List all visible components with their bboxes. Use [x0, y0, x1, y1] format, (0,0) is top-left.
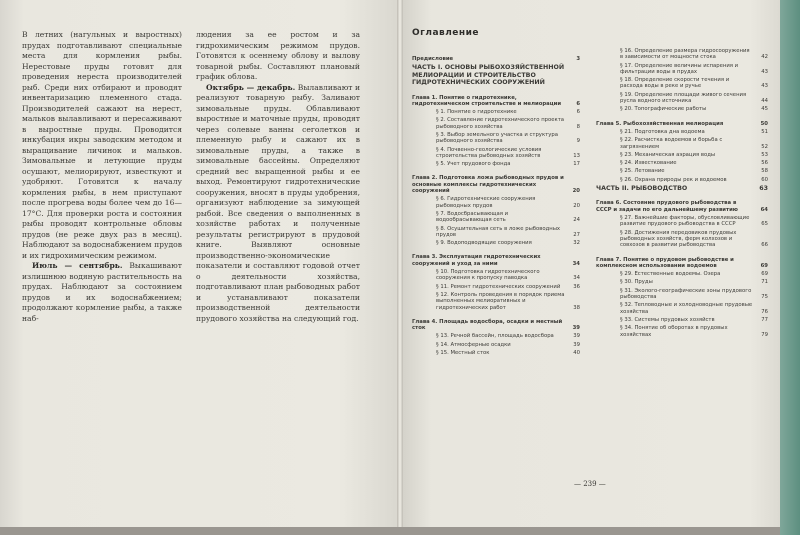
- toc-entry-page: 43: [761, 68, 768, 75]
- toc-entry-sec: [596, 160, 768, 166]
- toc-entry-page: 56: [761, 160, 768, 167]
- toc-entry-title: Глава 4. Площадь водосбора, осадки и местный сток: [412, 318, 563, 332]
- toc-entry-sec: [596, 288, 768, 301]
- toc-entry-page: 65: [761, 221, 768, 228]
- toc-entry-sec: [596, 63, 768, 76]
- toc-entry-title: § 34. Понятие об оборотах в прудовых хозяйствах: [620, 325, 728, 338]
- toc-entry-title: § 29. Естественные водоемы. Озера: [620, 271, 721, 278]
- toc-entry-chap: [412, 175, 580, 194]
- toc-entry-sec: [412, 161, 580, 167]
- toc-entry-page: 52: [761, 143, 768, 150]
- toc-entry-page: 63: [759, 185, 768, 193]
- toc-entry-title: § 21. Подготовка дна водоема: [620, 128, 705, 135]
- toc-entry-sec: [412, 117, 580, 130]
- toc-entry-page: 77: [761, 316, 768, 323]
- paragraph-lead: Июль — сентябрь.: [32, 261, 123, 270]
- toc-column-1: [412, 48, 580, 358]
- toc-entry-sec: [596, 279, 768, 285]
- toc-entry-sec: [412, 269, 580, 282]
- toc-entry-title: § 8. Осушительная сеть в ложе рыбоводных прудов: [436, 225, 561, 238]
- toc-heading: Оглавление: [412, 28, 480, 38]
- toc-entry-sec: [596, 48, 768, 61]
- toc-entry-sec: [412, 333, 580, 339]
- toc-entry-title: Глава 1. Понятие о гидротехнике, гидротехническом строительстве и мелиорации: [412, 94, 562, 107]
- toc-entry-chap: [596, 200, 768, 213]
- toc-entry-title: § 12. Контроль проведения в порядок приема выполненных мелиоративных и гидротехнических работ: [436, 291, 565, 311]
- toc-entry-title: § 9. Водоподводящие сооружения: [436, 240, 532, 247]
- toc-entry-page: 43: [761, 83, 768, 90]
- paragraph: [196, 30, 360, 83]
- toc-entry-title: § 13. Речной бассейн, площадь водосбора: [436, 333, 554, 340]
- toc-entry-page: 3: [576, 56, 580, 62]
- toc-entry-sec: [596, 215, 768, 228]
- toc-entry-page: 9: [576, 138, 580, 145]
- toc-entry-sec: [596, 106, 768, 112]
- toc-entry-sec: [596, 77, 768, 90]
- toc-entry-title: Предисловие: [412, 56, 454, 62]
- toc-entry-page: 24: [573, 217, 580, 224]
- toc-entry-title: § 2. Составление гидротехнического проекта рыбоводного хозяйства: [436, 117, 565, 130]
- toc-entry-sec: [596, 92, 768, 105]
- toc-entry-page: 71: [761, 279, 768, 286]
- toc-entry-title: § 18. Определение скорости течения и расхода воды в реке и ручье: [620, 77, 730, 90]
- toc-entry-title: § 11. Ремонт гидротехнических сооружений: [436, 283, 561, 290]
- toc-entry-chap: [412, 254, 580, 267]
- toc-entry-page: 39: [572, 325, 580, 332]
- toc-entry-sec: [412, 109, 580, 115]
- toc-entry-page: 75: [761, 294, 768, 301]
- toc-entry-page: 45: [761, 106, 768, 113]
- toc-entry-page: 17: [573, 161, 580, 168]
- toc-entry-sec: [412, 350, 580, 356]
- toc-entry-title: Глава 7. Понятие о прудовом рыбоводстве и комплексном использовании водоемов: [596, 256, 734, 269]
- toc-entry-sec: [412, 211, 580, 224]
- toc-entry-page: 42: [761, 54, 768, 61]
- toc-entry-page: 51: [761, 128, 768, 135]
- toc-entry-title: § 7. Водосбрасывающая и водообрасывающая сеть: [436, 210, 509, 224]
- toc-entry-page: 32: [573, 240, 580, 247]
- toc-entry-title: Глава 3. Эксплуатация гидротехнических сооружений и уход за ними: [412, 254, 541, 267]
- paragraph: [196, 83, 360, 325]
- toc-entry-page: 79: [761, 331, 768, 338]
- book-spine: [397, 0, 403, 527]
- toc-entry-title: Глава 5. Рыбохозяйственная мелиорация: [596, 120, 724, 127]
- toc-entry-title: Глава 2. Подготовка ложа рыбоводных прудов и основные комплексы гидротехнических сооружений: [412, 175, 564, 195]
- toc-entry-page: 44: [761, 98, 768, 105]
- toc-entry-page: 58: [761, 168, 768, 175]
- toc-entry-title: § 30. Пруды: [620, 279, 653, 286]
- toc-entry-page: 13: [573, 152, 580, 159]
- toc-entry-page: 69: [760, 262, 768, 269]
- toc-entry-page: 66: [761, 242, 768, 249]
- toc-entry-title: § 25. Летование: [620, 168, 665, 175]
- toc-entry-part: [596, 185, 768, 192]
- toc-entry-page: 64: [760, 206, 768, 213]
- toc-entry-page: 6: [576, 109, 580, 116]
- toc-entry-page: 34: [572, 260, 580, 267]
- toc-entry-chap: [412, 95, 580, 108]
- toc-entry-title: Глава 6. Состояние прудового рыбоводства в СССР и задачи по его дальнейшему развитию: [596, 200, 738, 213]
- toc-entry-title: § 5. Учет прудового фонда: [436, 161, 511, 168]
- toc-entry-sec: [596, 137, 768, 150]
- toc-entry-page: 50: [760, 120, 768, 127]
- paragraph: [22, 261, 182, 324]
- toc-entry-sec: [412, 196, 580, 209]
- toc-entry-title: § 4. Почвенно-геологические условия строительства рыбоводных хозяйств: [436, 146, 542, 159]
- toc-entry-title: § 17. Определение величины испарения и фильтрации воды в прудах: [620, 62, 739, 75]
- toc-entry-title: § 26. Охрана природы рек и водоемов: [620, 176, 727, 183]
- left-page-column-2: [196, 30, 360, 324]
- toc-entry-sec: [412, 147, 580, 160]
- toc-entry-sec: [412, 342, 580, 348]
- toc-entry-page: 38: [573, 304, 580, 311]
- toc-entry-sec: [596, 325, 768, 338]
- toc-entry-title: § 32. Тепловодные и холодноводные прудовые хозяйства: [620, 302, 753, 315]
- table-of-contents: [412, 28, 774, 523]
- toc-entry-chap: [596, 121, 768, 127]
- toc-entry-sec: [412, 132, 580, 145]
- toc-entry-page: 76: [761, 308, 768, 315]
- toc-entry-title: § 23. Механическая аэрация воды: [620, 151, 716, 158]
- toc-entry-sec: [596, 177, 768, 183]
- toc-entry-sec: [596, 230, 768, 249]
- toc-entry-page: 40: [573, 350, 580, 357]
- toc-entry-title: § 6. Гидротехнические сооружения рыбоводных прудов: [436, 196, 536, 209]
- paragraph-text: людения за ее ростом и за гидрохимическим режимом прудов. Готовятся к осеннему облову и вылову товарной рыбы. Составляют плановый график облова.: [196, 30, 360, 81]
- toc-entry-title: § 15. Местный сток: [436, 350, 490, 357]
- toc-entry-title: § 33. Системы прудовых хозяйств: [620, 316, 715, 323]
- toc-entry-title: § 1. Понятие о гидротехнике: [436, 109, 517, 116]
- toc-entry-sec: [412, 240, 580, 246]
- toc-column-2: [596, 48, 768, 340]
- paragraph-text: Выкашивают излишнюю водяную растительность на прудах. Наблюдают за состоянием прудов и их водоснабжением; продолжают кормление рыбы, а также наб-: [22, 261, 182, 323]
- toc-entry-title: ЧАСТЬ II. РЫБОВОДСТВО: [596, 185, 688, 193]
- toc-entry-title: § 3. Выбор земельного участка и структура рыбоводного хозяйства: [436, 132, 558, 145]
- toc-entry-part: [412, 64, 580, 86]
- toc-entry-chap: [596, 257, 768, 270]
- toc-entry-page: 27: [573, 231, 580, 238]
- paragraph-lead: Октябрь — декабрь.: [206, 82, 296, 92]
- toc-entry-title: § 20. Топографические работы: [620, 106, 707, 113]
- toc-entry-page: 20: [573, 202, 580, 209]
- toc-entry-page: 20: [572, 188, 580, 195]
- toc-entry-page: 39: [573, 341, 580, 348]
- toc-entry-page: 36: [573, 283, 580, 290]
- toc-entry-title: § 31. Эколого-географические зоны прудового рыбоводства: [620, 287, 752, 301]
- toc-entry-chap: [412, 56, 580, 62]
- toc-entry-title: § 16. Определение размера гидросооружения в зависимости от мощности стока: [620, 48, 750, 61]
- toc-entry-title: § 28. Достижения передовиков прудовых рыбоводных хозяйств, ферм колхозов и совхозов в развитии рыбоводства: [620, 229, 737, 249]
- toc-entry-page: 39: [573, 333, 580, 340]
- toc-entry-page: 6: [576, 100, 580, 107]
- paragraph-text: В летних (нагульных и выростных) прудах подготавливают специальные места для кормления рыбы. Нерестовые пруды готовят для проведения нереста производителей рыб. Среди них отбирают и проводят инвентаризацию племенного стада. Производителей сажают на нерест, мальков вылавливают и пересаживают в выростные пруды. Проводится инкубация икры заводским методом и выращивание личинок и мальков. Зимовальные и летующие пруды осушают, мелиорируют, известкуют и удобряют. Готовятся к началу кормления рыбы, в нем приступают после прогрева воды более чем до 16—17°С. Для проверки роста и состояния рыбы проводят контрольные обловы прудов (не реже двух раз в месяц). Наблюдают за водоснабжением прудов и их гидрохимическим режимом.: [22, 30, 182, 260]
- page-number: — 239 —: [574, 480, 606, 488]
- toc-entry-page: 34: [573, 275, 580, 282]
- toc-entry-sec: [596, 129, 768, 135]
- toc-entry-sec: [412, 226, 580, 239]
- toc-entry-sec: [412, 292, 580, 311]
- toc-entry-sec: [596, 152, 768, 158]
- toc-entry-page: 69: [761, 271, 768, 278]
- toc-entry-sec: [412, 284, 580, 290]
- toc-entry-page: 53: [761, 151, 768, 158]
- toc-entry-title: § 14. Атмосферные осадки: [436, 341, 511, 348]
- toc-entry-page: 60: [761, 176, 768, 183]
- toc-entry-title: § 27. Важнейшие факторы, обусловливающие развитие прудового рыбоводства в СССР: [620, 215, 750, 228]
- toc-entry-title: § 22. Расчистка водоемов и борьба с загрязнением: [620, 137, 723, 150]
- toc-entry-sec: [596, 168, 768, 174]
- paragraph: [22, 30, 182, 261]
- left-page-column-1: [22, 30, 182, 324]
- toc-entry-title: § 19. Определение площади живого сечения русла водного источника: [620, 91, 747, 105]
- toc-entry-sec: [596, 271, 768, 277]
- paragraph-text: Вылавливают и реализуют товарную рыбу. Заливают зимовальные пруды. Облавливают выростные и маточные пруды, проводят через солевые ванны сеголетков и племенную рыбу и сажают их в зимовальные пруды, а также в зимовальные бассейны. Определяют средний вес выращенной рыбы и ее выход. Ремонтируют гидротехнические сооружения, вносят в пруды удобрения, организуют наблюдение за зимующей рыбой. Все сведения о выполненных в хозяйстве работах и полученные результаты регистрируют в прудовой книге. Выявляют основные производственно-экономические показатели и составляют годовой отчет о деятельности хозяйства, подготавливают план рыбоводных работ и устанавливают показатели производственной деятельности прудового хозяйства на следующий год.: [196, 82, 360, 323]
- toc-entry-sec: [596, 302, 768, 315]
- toc-entry-page: 8: [576, 123, 580, 130]
- toc-entry-title: § 10. Подготовка гидротехнического сооружения к пропуску паводка: [436, 269, 540, 282]
- page-bottom-edge: [0, 527, 780, 535]
- toc-entry-title: § 24. Известкование: [620, 160, 677, 167]
- toc-entry-title: ЧАСТЬ I. ОСНОВЫ РЫБОХОЗЯЙСТВЕННОЙ МЕЛИОРАЦИИ И СТРОИТЕЛЬСТВО ГИДРОТЕХНИЧЕСКИХ СООРУЖЕНИЙ: [412, 64, 565, 87]
- toc-entry-sec: [596, 317, 768, 323]
- cover-edge: [780, 0, 800, 535]
- toc-entry-chap: [412, 319, 580, 332]
